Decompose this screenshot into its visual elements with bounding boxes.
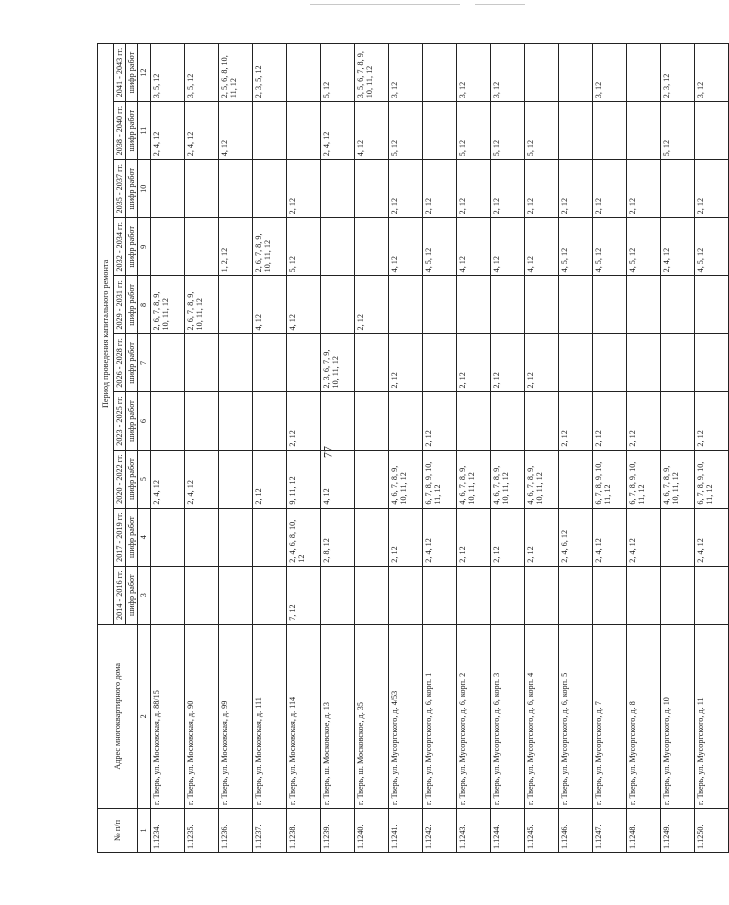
work-cipher-cell <box>490 276 524 334</box>
work-cipher-cell: 3, 12 <box>490 44 524 102</box>
work-cipher-cell <box>626 276 660 334</box>
work-cipher-cell: 2, 4, 12 <box>422 508 456 566</box>
work-cipher-cell <box>626 566 660 624</box>
work-cipher-cell <box>558 566 592 624</box>
work-cipher-cell: 2, 12 <box>422 160 456 218</box>
work-cipher-cell <box>490 392 524 450</box>
work-cipher-cell <box>660 392 694 450</box>
row-address: г. Тверь, ул. Мусоргского, д. 4/53 <box>388 624 422 808</box>
work-cipher-cell <box>184 218 218 276</box>
period-header: 2020 - 2022 гг. <box>114 450 126 508</box>
row-address: г. Тверь, ул. Московская, д. 114 <box>286 624 320 808</box>
work-cipher-cell: 2, 5, 6, 8, 10, 11, 12 <box>218 44 252 102</box>
table-row <box>456 44 490 853</box>
table-row <box>592 44 626 853</box>
row-address: г. Тверь, ул. Мусоргского, д. 8 <box>626 624 660 808</box>
work-cipher-cell: 5, 12 <box>286 218 320 276</box>
table-row <box>422 44 456 853</box>
work-cipher-cell: 2, 4, 12 <box>150 102 184 160</box>
work-cipher-cell <box>320 160 354 218</box>
work-cipher-cell <box>626 44 660 102</box>
table-row <box>252 44 286 853</box>
work-cipher-cell: 3, 12 <box>592 44 626 102</box>
work-cipher-cell: 4, 6, 7, 8, 9, 10, 11, 12 <box>524 450 558 508</box>
work-cipher-cell: 2, 12 <box>388 160 422 218</box>
row-address: г. Тверь, ул. Мусоргского, д. 10 <box>660 624 694 808</box>
column-header-address: Адрес многоквартирного дома <box>98 624 138 808</box>
work-cipher-cell: 2, 12 <box>422 392 456 450</box>
work-cipher-cell: 5, 12 <box>456 102 490 160</box>
work-cipher-cell: 4, 12 <box>320 450 354 508</box>
work-cipher-cell <box>558 102 592 160</box>
cipher-header: шифр работ <box>126 160 138 218</box>
work-cipher-cell: 2, 12 <box>592 160 626 218</box>
table-row <box>320 44 354 853</box>
column-number: 6 <box>138 392 150 450</box>
row-number: 1.1242. <box>422 808 456 852</box>
row-address: г. Тверь, ул. Мусоргского, д. 6, корп. 5 <box>558 624 592 808</box>
row-number: 1.1237. <box>252 808 286 852</box>
row-number: 1.1247. <box>592 808 626 852</box>
work-cipher-cell: 2, 4, 12 <box>694 508 728 566</box>
period-header: 2014 - 2016 гг. <box>114 566 126 624</box>
work-cipher-cell <box>388 276 422 334</box>
work-cipher-cell: 5, 12 <box>320 44 354 102</box>
row-number: 1.1246. <box>558 808 592 852</box>
row-address: г. Тверь, ул. Мусоргского, д. 11 <box>694 624 728 808</box>
scan-artifact <box>310 4 460 5</box>
work-cipher-cell <box>422 566 456 624</box>
work-cipher-cell: 2, 6, 7, 8, 9, 10, 11, 12 <box>252 218 286 276</box>
work-cipher-cell: 7, 12 <box>286 566 320 624</box>
work-cipher-cell <box>184 508 218 566</box>
work-cipher-cell <box>694 102 728 160</box>
row-address: г. Тверь, ул. Мусоргского, д. 6, корп. 2 <box>456 624 490 808</box>
work-cipher-cell <box>252 334 286 392</box>
work-cipher-cell <box>660 334 694 392</box>
capital-repair-table <box>97 43 729 853</box>
work-cipher-cell: 4, 12 <box>252 276 286 334</box>
rotated-sheet <box>97 43 714 853</box>
column-number: 11 <box>138 102 150 160</box>
row-address: г. Тверь, ул. Мусоргского, д. 6, корп. 3 <box>490 624 524 808</box>
work-cipher-cell: 5, 12 <box>524 102 558 160</box>
row-number: 1.1240. <box>354 808 388 852</box>
work-cipher-cell: 2, 12 <box>694 160 728 218</box>
row-number: 1.1243. <box>456 808 490 852</box>
table-row <box>490 44 524 853</box>
work-cipher-cell: 2, 12 <box>626 392 660 450</box>
row-address: г. Тверь, ул. Московская, д. 99 <box>218 624 252 808</box>
work-cipher-cell: 2, 4, 6, 12 <box>558 508 592 566</box>
table-row <box>184 44 218 853</box>
work-cipher-cell <box>558 44 592 102</box>
work-cipher-cell <box>354 508 388 566</box>
work-cipher-cell: 4, 12 <box>456 218 490 276</box>
work-cipher-cell: 2, 6, 7, 8, 9, 10, 11, 12 <box>184 276 218 334</box>
row-number: 1.1239. <box>320 808 354 852</box>
work-cipher-cell: 4, 12 <box>218 102 252 160</box>
row-number: 1.1249. <box>660 808 694 852</box>
work-cipher-cell: 2, 12 <box>252 450 286 508</box>
cipher-header: шифр работ <box>126 276 138 334</box>
work-cipher-cell <box>218 508 252 566</box>
work-cipher-cell: 2, 4, 12 <box>184 450 218 508</box>
work-cipher-cell: 4, 6, 7, 8, 9, 10, 11, 12 <box>456 450 490 508</box>
work-cipher-cell: 4, 6, 7, 8, 9, 10, 11, 12 <box>490 450 524 508</box>
work-cipher-cell <box>354 160 388 218</box>
work-cipher-cell: 2, 4, 12 <box>660 218 694 276</box>
cipher-header: шифр работ <box>126 566 138 624</box>
period-header: 2035 - 2037 гг. <box>114 160 126 218</box>
work-cipher-cell <box>320 276 354 334</box>
work-cipher-cell: 2, 3, 6, 7, 9, 10, 11, 12 <box>320 334 354 392</box>
work-cipher-cell <box>286 334 320 392</box>
period-header: 2041 - 2043 гг. <box>114 44 126 102</box>
work-cipher-cell <box>694 276 728 334</box>
work-cipher-cell: 2, 12 <box>694 392 728 450</box>
table-row <box>626 44 660 853</box>
work-cipher-cell <box>592 566 626 624</box>
work-cipher-cell <box>422 334 456 392</box>
work-cipher-cell <box>660 508 694 566</box>
work-cipher-cell: 2, 12 <box>524 334 558 392</box>
period-header: 2032 - 2034 гг. <box>114 218 126 276</box>
work-cipher-cell: 2, 12 <box>626 160 660 218</box>
work-cipher-cell <box>184 334 218 392</box>
work-cipher-cell <box>320 392 354 450</box>
work-cipher-cell: 2, 12 <box>490 508 524 566</box>
work-cipher-cell: 6, 7, 8, 9, 10, 11, 12 <box>592 450 626 508</box>
scan-artifact <box>475 4 525 5</box>
work-cipher-cell: 3, 12 <box>456 44 490 102</box>
work-cipher-cell <box>660 160 694 218</box>
work-cipher-cell <box>320 218 354 276</box>
column-header-number: № п/п <box>98 808 138 852</box>
work-cipher-cell <box>218 334 252 392</box>
work-cipher-cell: 3, 5, 12 <box>150 44 184 102</box>
table-row <box>354 44 388 853</box>
work-cipher-cell <box>252 392 286 450</box>
work-cipher-cell <box>388 566 422 624</box>
work-cipher-cell <box>218 392 252 450</box>
work-cipher-cell <box>320 566 354 624</box>
work-cipher-cell <box>218 276 252 334</box>
work-cipher-cell: 2, 4, 12 <box>150 450 184 508</box>
column-number: 3 <box>138 566 150 624</box>
work-cipher-cell <box>626 102 660 160</box>
work-cipher-cell <box>558 334 592 392</box>
work-cipher-cell <box>150 392 184 450</box>
work-cipher-cell <box>592 276 626 334</box>
work-cipher-cell <box>524 276 558 334</box>
work-cipher-cell: 6, 7, 8, 9, 10, 11, 12 <box>626 450 660 508</box>
row-number: 1.1241. <box>388 808 422 852</box>
work-cipher-cell: 4, 6, 7, 8, 9, 10, 11, 12 <box>388 450 422 508</box>
page-number: 77 <box>320 446 335 458</box>
work-cipher-cell <box>422 276 456 334</box>
table-row <box>150 44 184 853</box>
work-cipher-cell: 2, 12 <box>558 160 592 218</box>
work-cipher-cell <box>150 334 184 392</box>
work-cipher-cell: 3, 5, 12 <box>184 44 218 102</box>
cipher-header: шифр работ <box>126 44 138 102</box>
work-cipher-cell: 4, 5, 12 <box>694 218 728 276</box>
work-cipher-cell: 4, 12 <box>490 218 524 276</box>
work-cipher-cell <box>252 566 286 624</box>
work-cipher-cell: 3, 12 <box>388 44 422 102</box>
column-number: 9 <box>138 218 150 276</box>
column-number: 4 <box>138 508 150 566</box>
period-header: 2017 - 2019 гг. <box>114 508 126 566</box>
row-address: г. Тверь, ул. Мусоргского, д. 6, корп. 1 <box>422 624 456 808</box>
work-cipher-cell <box>456 392 490 450</box>
work-cipher-cell: 3, 5, 6, 7, 8, 9, 10, 11, 12 <box>354 44 388 102</box>
table-row <box>388 44 422 853</box>
work-cipher-cell: 2, 3, 12 <box>660 44 694 102</box>
work-cipher-cell: 4, 12 <box>354 102 388 160</box>
row-number: 1.1236. <box>218 808 252 852</box>
work-cipher-cell <box>184 160 218 218</box>
row-number: 1.1248. <box>626 808 660 852</box>
work-cipher-cell: 4, 5, 12 <box>592 218 626 276</box>
work-cipher-cell <box>558 276 592 334</box>
work-cipher-cell: 2, 4, 12 <box>592 508 626 566</box>
work-cipher-cell: 2, 12 <box>354 276 388 334</box>
column-number: 5 <box>138 450 150 508</box>
work-cipher-cell: 4, 12 <box>524 218 558 276</box>
column-number: 1 <box>138 808 150 852</box>
row-number: 1.1235. <box>184 808 218 852</box>
column-number: 10 <box>138 160 150 218</box>
table-row <box>524 44 558 853</box>
table-row <box>694 44 728 853</box>
work-cipher-cell: 2, 6, 7, 8, 9, 10, 11, 12 <box>150 276 184 334</box>
work-cipher-cell <box>354 392 388 450</box>
work-cipher-cell <box>150 566 184 624</box>
row-address: г. Тверь, ул. Московская, д. 90 <box>184 624 218 808</box>
work-cipher-cell <box>184 566 218 624</box>
row-address: г. Тверь, ул. Московская, д. 111 <box>252 624 286 808</box>
row-number: 1.1234. <box>150 808 184 852</box>
work-cipher-cell: 2, 3, 5, 12 <box>252 44 286 102</box>
work-cipher-cell: 2, 12 <box>524 160 558 218</box>
work-cipher-cell <box>184 392 218 450</box>
column-number: 7 <box>138 334 150 392</box>
column-number: 2 <box>138 624 150 808</box>
row-address: г. Тверь, ш. Московское, д. 35 <box>354 624 388 808</box>
work-cipher-cell <box>150 218 184 276</box>
work-cipher-cell <box>150 508 184 566</box>
work-cipher-cell <box>422 44 456 102</box>
work-cipher-cell: 6, 7, 8, 9, 10, 11, 12 <box>422 450 456 508</box>
work-cipher-cell: 9, 11, 12 <box>286 450 320 508</box>
period-group-header: Период проведения капитального ремонта <box>98 44 114 625</box>
work-cipher-cell: 2, 12 <box>456 334 490 392</box>
row-address: г. Тверь, ул. Московская, д. 88/15 <box>150 624 184 808</box>
work-cipher-cell <box>286 44 320 102</box>
work-cipher-cell <box>524 566 558 624</box>
work-cipher-cell <box>422 102 456 160</box>
work-cipher-cell <box>626 334 660 392</box>
work-cipher-cell: 2, 12 <box>490 334 524 392</box>
work-cipher-cell: 1, 2, 12 <box>218 218 252 276</box>
work-cipher-cell <box>150 160 184 218</box>
work-cipher-cell: 6, 7, 8, 9, 10, 11, 12 <box>694 450 728 508</box>
work-cipher-cell <box>388 392 422 450</box>
work-cipher-cell: 2, 12 <box>456 160 490 218</box>
work-cipher-cell: 2, 12 <box>524 508 558 566</box>
work-cipher-cell: 4, 12 <box>286 276 320 334</box>
work-cipher-cell <box>252 160 286 218</box>
work-cipher-cell: 4, 12 <box>388 218 422 276</box>
work-cipher-cell: 4, 5, 12 <box>422 218 456 276</box>
work-cipher-cell <box>524 392 558 450</box>
work-cipher-cell <box>660 566 694 624</box>
cipher-header: шифр работ <box>126 102 138 160</box>
table-row <box>660 44 694 853</box>
work-cipher-cell <box>354 450 388 508</box>
work-cipher-cell <box>218 450 252 508</box>
row-number: 1.1244. <box>490 808 524 852</box>
work-cipher-cell: 2, 12 <box>558 392 592 450</box>
period-header: 2026 - 2028 гг. <box>114 334 126 392</box>
work-cipher-cell <box>354 566 388 624</box>
work-cipher-cell: 4, 5, 12 <box>626 218 660 276</box>
work-cipher-cell: 2, 12 <box>592 392 626 450</box>
row-address: г. Тверь, ул. Мусоргского, д. 6, корп. 4 <box>524 624 558 808</box>
cipher-header: шифр работ <box>126 508 138 566</box>
work-cipher-cell: 2, 12 <box>286 160 320 218</box>
work-cipher-cell: 2, 4, 12 <box>184 102 218 160</box>
work-cipher-cell <box>490 566 524 624</box>
work-cipher-cell <box>456 566 490 624</box>
work-cipher-cell: 2, 12 <box>388 334 422 392</box>
row-number: 1.1245. <box>524 808 558 852</box>
work-cipher-cell <box>694 566 728 624</box>
work-cipher-cell: 2, 8, 12 <box>320 508 354 566</box>
work-cipher-cell: 5, 12 <box>388 102 422 160</box>
work-cipher-cell: 2, 4, 12 <box>626 508 660 566</box>
work-cipher-cell <box>660 276 694 334</box>
work-cipher-cell <box>592 334 626 392</box>
work-cipher-cell: 2, 4, 12 <box>320 102 354 160</box>
work-cipher-cell: 5, 12 <box>490 102 524 160</box>
period-header: 2023 - 2025 гг. <box>114 392 126 450</box>
work-cipher-cell: 2, 12 <box>286 392 320 450</box>
row-number: 1.1250. <box>694 808 728 852</box>
work-cipher-cell: 5, 12 <box>660 102 694 160</box>
work-cipher-cell <box>354 218 388 276</box>
work-cipher-cell: 4, 6, 7, 8, 9, 10, 11, 12 <box>660 450 694 508</box>
work-cipher-cell <box>524 44 558 102</box>
work-cipher-cell: 2, 4, 6, 8, 10, 12 <box>286 508 320 566</box>
work-cipher-cell <box>694 334 728 392</box>
work-cipher-cell: 4, 5, 12 <box>558 218 592 276</box>
work-cipher-cell <box>592 102 626 160</box>
work-cipher-cell <box>252 102 286 160</box>
period-header: 2029 - 2031 гг. <box>114 276 126 334</box>
work-cipher-cell <box>286 102 320 160</box>
table-row <box>218 44 252 853</box>
column-number: 12 <box>138 44 150 102</box>
work-cipher-cell <box>456 276 490 334</box>
work-cipher-cell <box>218 566 252 624</box>
row-address: г. Тверь, ш. Московское, д. 13 <box>320 624 354 808</box>
work-cipher-cell <box>252 508 286 566</box>
work-cipher-cell <box>354 334 388 392</box>
work-cipher-cell: 2, 12 <box>456 508 490 566</box>
work-cipher-cell: 2, 12 <box>490 160 524 218</box>
work-cipher-cell: 2, 12 <box>388 508 422 566</box>
cipher-header: шифр работ <box>126 218 138 276</box>
cipher-header: шифр работ <box>126 392 138 450</box>
row-number: 1.1238. <box>286 808 320 852</box>
row-address: г. Тверь, ул. Мусоргского, д. 7 <box>592 624 626 808</box>
table-row <box>286 44 320 853</box>
work-cipher-cell <box>218 160 252 218</box>
cipher-header: шифр работ <box>126 450 138 508</box>
cipher-header: шифр работ <box>126 334 138 392</box>
column-number: 8 <box>138 276 150 334</box>
period-header: 2038 - 2040 гг. <box>114 102 126 160</box>
table-row <box>558 44 592 853</box>
work-cipher-cell: 3, 12 <box>694 44 728 102</box>
work-cipher-cell <box>558 450 592 508</box>
